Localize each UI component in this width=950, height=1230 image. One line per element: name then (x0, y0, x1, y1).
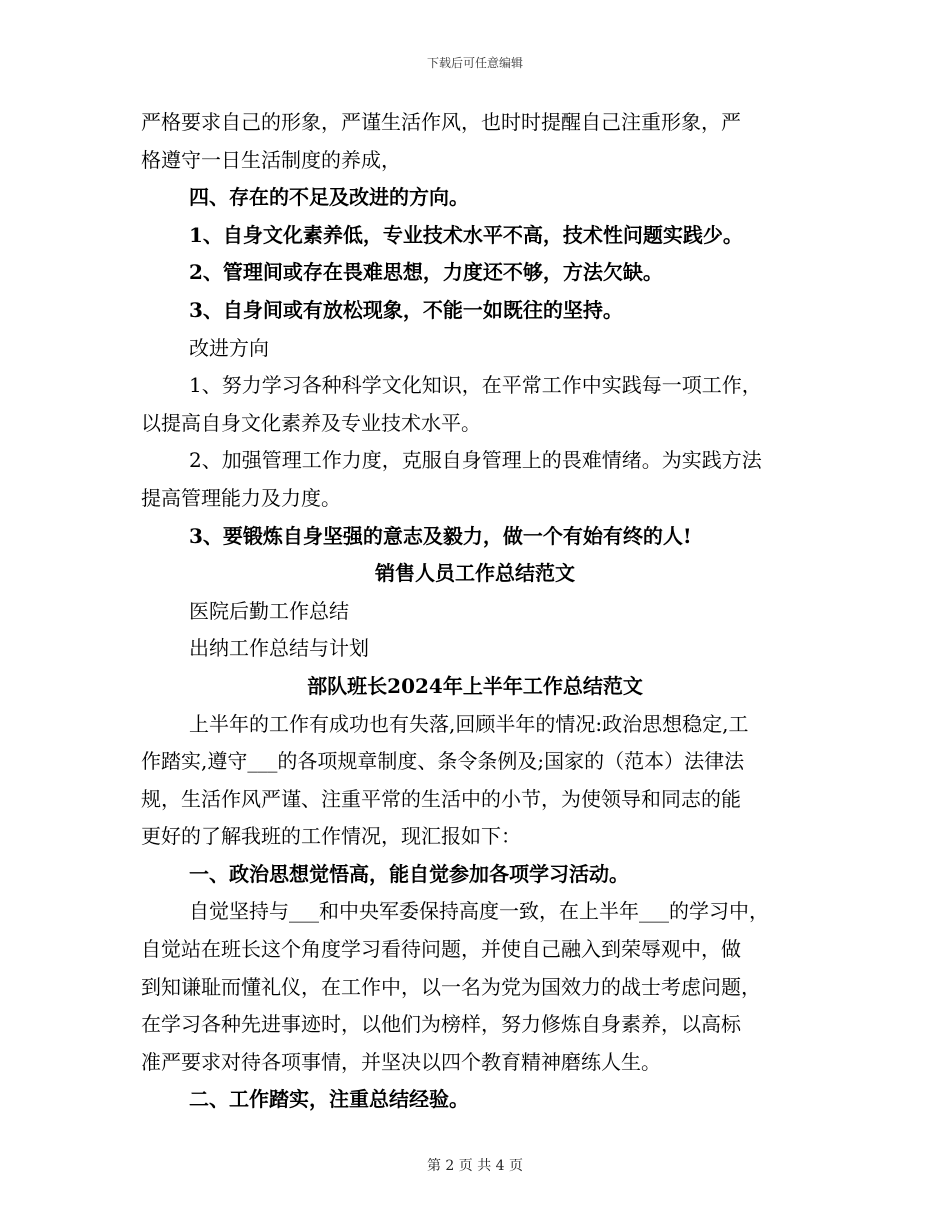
body-line: 医院后勤工作总结 (189, 598, 349, 623)
body-line: 上半年的工作有成功也有失落,回顾半年的情况:政治思想稳定,工 (189, 711, 749, 736)
body-line: 自觉坚持与___和中央军委保持高度一致，在上半年___的学习中， (189, 899, 769, 924)
body-line: 以提高自身文化素养及专业技术水平。 (141, 410, 481, 435)
body-line: 2、管理间或存在畏难思想，力度还不够，方法欠缺。 (189, 260, 663, 285)
document-title: 部队班长2024年上半年工作总结范文 (307, 673, 643, 698)
body-line: 规，生活作风严谨、注重平常的生活中的小节，为使领导和同志的能 (141, 786, 741, 811)
body-line: 在学习各种先进事迹时，以他们为榜样，努力修炼自身素养，以高标 (141, 1012, 741, 1037)
body-line: 2、加强管理工作力度，克服自身管理上的畏难情绪。为实践方法 (189, 448, 762, 473)
document-body (141, 104, 809, 1119)
body-line: 3、自身间或有放松现象，不能一如既往的坚持。 (189, 297, 623, 322)
body-line: 作踏实,遵守___的各项规章制度、条令条例及;国家的（范本）法律法 (141, 749, 745, 774)
body-line: 自觉站在班长这个角度学习看待问题，并使自己融入到荣辱观中，做 (141, 937, 741, 962)
page-footer: 第 2 页 共 4 页 (426, 1158, 524, 1174)
section-heading: 一、政治思想觉悟高，能自觉参加各项学习活动。 (189, 861, 629, 886)
body-line: 严格要求自己的形象，严谨生活作风，也时时提醒自己注重形象，严 (141, 110, 741, 134)
section-heading: 二、工作踏实，注重总结经验。 (189, 1087, 469, 1112)
body-line: 提高管理能力及力度。 (141, 485, 341, 510)
body-line: 出纳工作总结与计划 (189, 636, 369, 661)
body-line: 到知谦耻而懂礼仪，在工作中，以一名为党为国效力的战士考虑问题， (141, 974, 761, 999)
section-heading: 四、存在的不足及改进的方向。 (189, 185, 469, 210)
body-line: 3、要锻炼自身坚强的意志及毅力，做一个有始有终的人! (189, 523, 692, 548)
body-line: 1、努力学习各种科学文化知识，在平常工作中实践每一项工作， (189, 373, 762, 398)
body-line: 改进方向 (189, 335, 269, 360)
body-line: 格遵守一日生活制度的养成， (141, 147, 401, 172)
document-title: 销售人员工作总结范文 (375, 561, 575, 586)
page-header: 下载后可任意编辑 (426, 56, 523, 70)
body-line: 1、自身文化素养低，专业技术水平不高，技术性问题实践少。 (189, 222, 743, 247)
body-line: 更好的了解我班的工作情况，现汇报如下： (141, 824, 521, 849)
body-line: 准严要求对待各项事情，并坚决以四个教育精神磨练人生。 (141, 1049, 661, 1074)
